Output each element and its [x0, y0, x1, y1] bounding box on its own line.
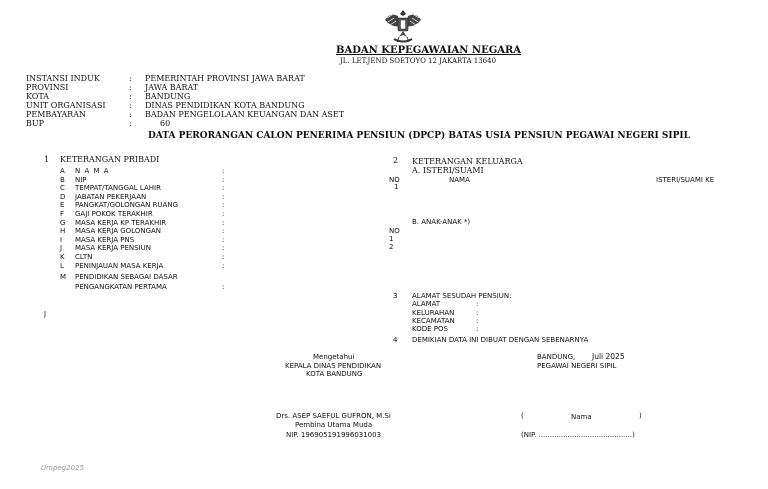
employee-nip-placeholder: (NIP. ..........................................): [521, 431, 635, 439]
garuda-emblem-icon: [380, 6, 426, 48]
item-letter: K: [60, 253, 65, 261]
item-colon: :: [222, 176, 225, 184]
address-field-label: ALAMAT: [412, 300, 441, 308]
employee-name-placeholder: Nama: [571, 413, 592, 421]
item-letter: B: [60, 176, 65, 184]
item-colon: :: [222, 227, 225, 235]
section-title: ALAMAT SESUDAH PENSIUN:: [412, 292, 512, 300]
row-number: 1: [394, 183, 399, 191]
section-number: 2: [393, 156, 399, 165]
address-field-label: KELURAHAN: [412, 309, 455, 317]
info-value: JAWA BARAT: [145, 83, 199, 92]
item-letter: I: [60, 236, 63, 244]
item-letter: D: [60, 193, 66, 201]
address-field-colon: :: [476, 309, 479, 317]
item-label: MASA KERJA GOLONGAN: [75, 227, 162, 235]
item-label: NIP: [75, 176, 87, 184]
section-title: KETERANGAN KELUARGA: [412, 157, 523, 166]
info-label: PEMBAYARAN: [26, 110, 86, 119]
info-colon: :: [129, 74, 132, 83]
section-title: DEMIKIAN DATA INI DIBUAT DENGAN SEBENARNYA: [412, 336, 589, 344]
item-letter: C: [60, 184, 65, 192]
item-label: MASA KERJA PENSIUN: [75, 244, 151, 252]
item-colon: :: [222, 184, 225, 192]
section-number: 1: [44, 155, 50, 164]
date-label: Juli 2025: [592, 352, 625, 361]
column-header-name: NAMA: [449, 176, 470, 184]
org-name: BADAN KEPEGAWAIAN NEGARA: [336, 45, 522, 56]
item-colon: :: [222, 210, 225, 218]
signer-office: KOTA BANDUNG: [306, 370, 363, 378]
item-colon: :: [222, 236, 225, 244]
stray-mark: J: [44, 310, 47, 318]
item-colon: :: [222, 253, 225, 261]
address-field-colon: :: [476, 317, 479, 325]
column-header-no: NO: [389, 227, 400, 235]
item-colon: :: [222, 219, 225, 227]
info-label: PROVINSI: [26, 83, 69, 92]
info-colon: :: [129, 83, 132, 92]
item-colon: :: [222, 193, 225, 201]
section-title: KETERANGAN PRIBADI: [60, 155, 160, 164]
document-title: DATA PERORANGAN CALON PENERIMA PENSIUN (DPCP) BATAS USIA PENSIUN PEGAWAI NEGERI SIPIL: [148, 131, 690, 141]
subsection-title: B. ANAK-ANAK *): [412, 218, 471, 226]
item-colon: :: [222, 167, 225, 175]
info-label: KOTA: [26, 92, 49, 101]
open-paren: (: [521, 412, 524, 420]
item-label: MASA KERJA KP TERAKHIR: [75, 219, 167, 227]
info-value: PEMERINTAH PROVINSI JAWA BARAT: [145, 74, 305, 83]
org-address: JL. LET.JEND SOETOYO 12 JAKARTA 13640: [340, 57, 497, 65]
item-label: PANGKAT/GOLONGAN RUANG: [75, 201, 179, 209]
address-field-colon: :: [476, 325, 479, 333]
item-label: JABATAN PEKERJAAN: [75, 193, 147, 201]
item-colon: :: [222, 283, 225, 291]
address-field-label: KECAMATAN: [412, 317, 455, 325]
item-label: N A M A: [75, 167, 110, 175]
section-number: 3: [393, 292, 398, 300]
item-letter: A: [60, 167, 65, 175]
info-label: UNIT ORGANISASI: [26, 101, 106, 110]
info-value: BANDUNG: [145, 92, 191, 101]
info-value: BADAN PENGELOLAAN KEUANGAN DAN ASET: [145, 110, 345, 119]
item-label: PENINJAUAN MASA KERJA: [75, 262, 164, 270]
item-colon: :: [222, 244, 225, 252]
info-label: INSTANSI INDUK: [26, 74, 100, 83]
signer-rank: Pembina Utama Muda: [295, 421, 373, 429]
item-colon: :: [222, 201, 225, 209]
employee-role: PEGAWAI NEGERI SIPIL: [537, 362, 617, 370]
item-letter: E: [60, 201, 65, 209]
info-label: BUP: [26, 119, 45, 128]
item-letter: F: [60, 210, 65, 218]
info-colon: :: [129, 119, 132, 128]
info-value: DINAS PENDIDIKAN KOTA BANDUNG: [145, 101, 305, 110]
item-label: TEMPAT/TANGGAL LAHIR: [75, 184, 161, 192]
place-label: BANDUNG,: [537, 353, 576, 361]
item-letter: J: [60, 244, 63, 252]
item-label: GAJI POKOK TERAKHIR: [75, 210, 153, 218]
info-value: 60: [160, 119, 171, 128]
signer-name: Drs. ASEP SAEFUL GUFRON, M.Si: [276, 412, 391, 420]
item-letter: H: [60, 227, 66, 235]
column-header-spouse-order: ISTERI/SUAMI KE: [656, 176, 715, 184]
signer-nip: NIP. 196905191996031003: [286, 431, 382, 439]
column-header-no: NO: [389, 176, 400, 184]
info-colon: :: [129, 101, 132, 110]
info-colon: :: [129, 92, 132, 101]
item-label: MASA KERJA PNS: [75, 236, 135, 244]
address-field-label: KODE POS: [412, 325, 448, 333]
info-colon: :: [129, 110, 132, 119]
item-letter: L: [60, 262, 64, 270]
acknowledged-label: Mengetahui: [313, 353, 355, 361]
item-colon: :: [222, 262, 225, 270]
item-label: CLTN: [75, 253, 93, 261]
item-letter: G: [60, 219, 66, 227]
row-number: 2: [389, 243, 394, 251]
item-label: PENDIDIKAN SEBAGAI DASAR: [75, 273, 178, 281]
row-number: 1: [389, 235, 394, 243]
subsection-title: A. ISTERI/SUAMI: [412, 166, 484, 175]
address-field-colon: :: [476, 300, 479, 308]
close-paren: ): [639, 412, 642, 420]
item-label: PENGANGKATAN PERTAMA: [75, 283, 167, 291]
section-number: 4: [393, 336, 398, 344]
signer-title: KEPALA DINAS PENDIDIKAN: [285, 362, 382, 370]
footer-note: Umpeg2025: [41, 464, 84, 472]
item-letter: M: [60, 273, 67, 281]
